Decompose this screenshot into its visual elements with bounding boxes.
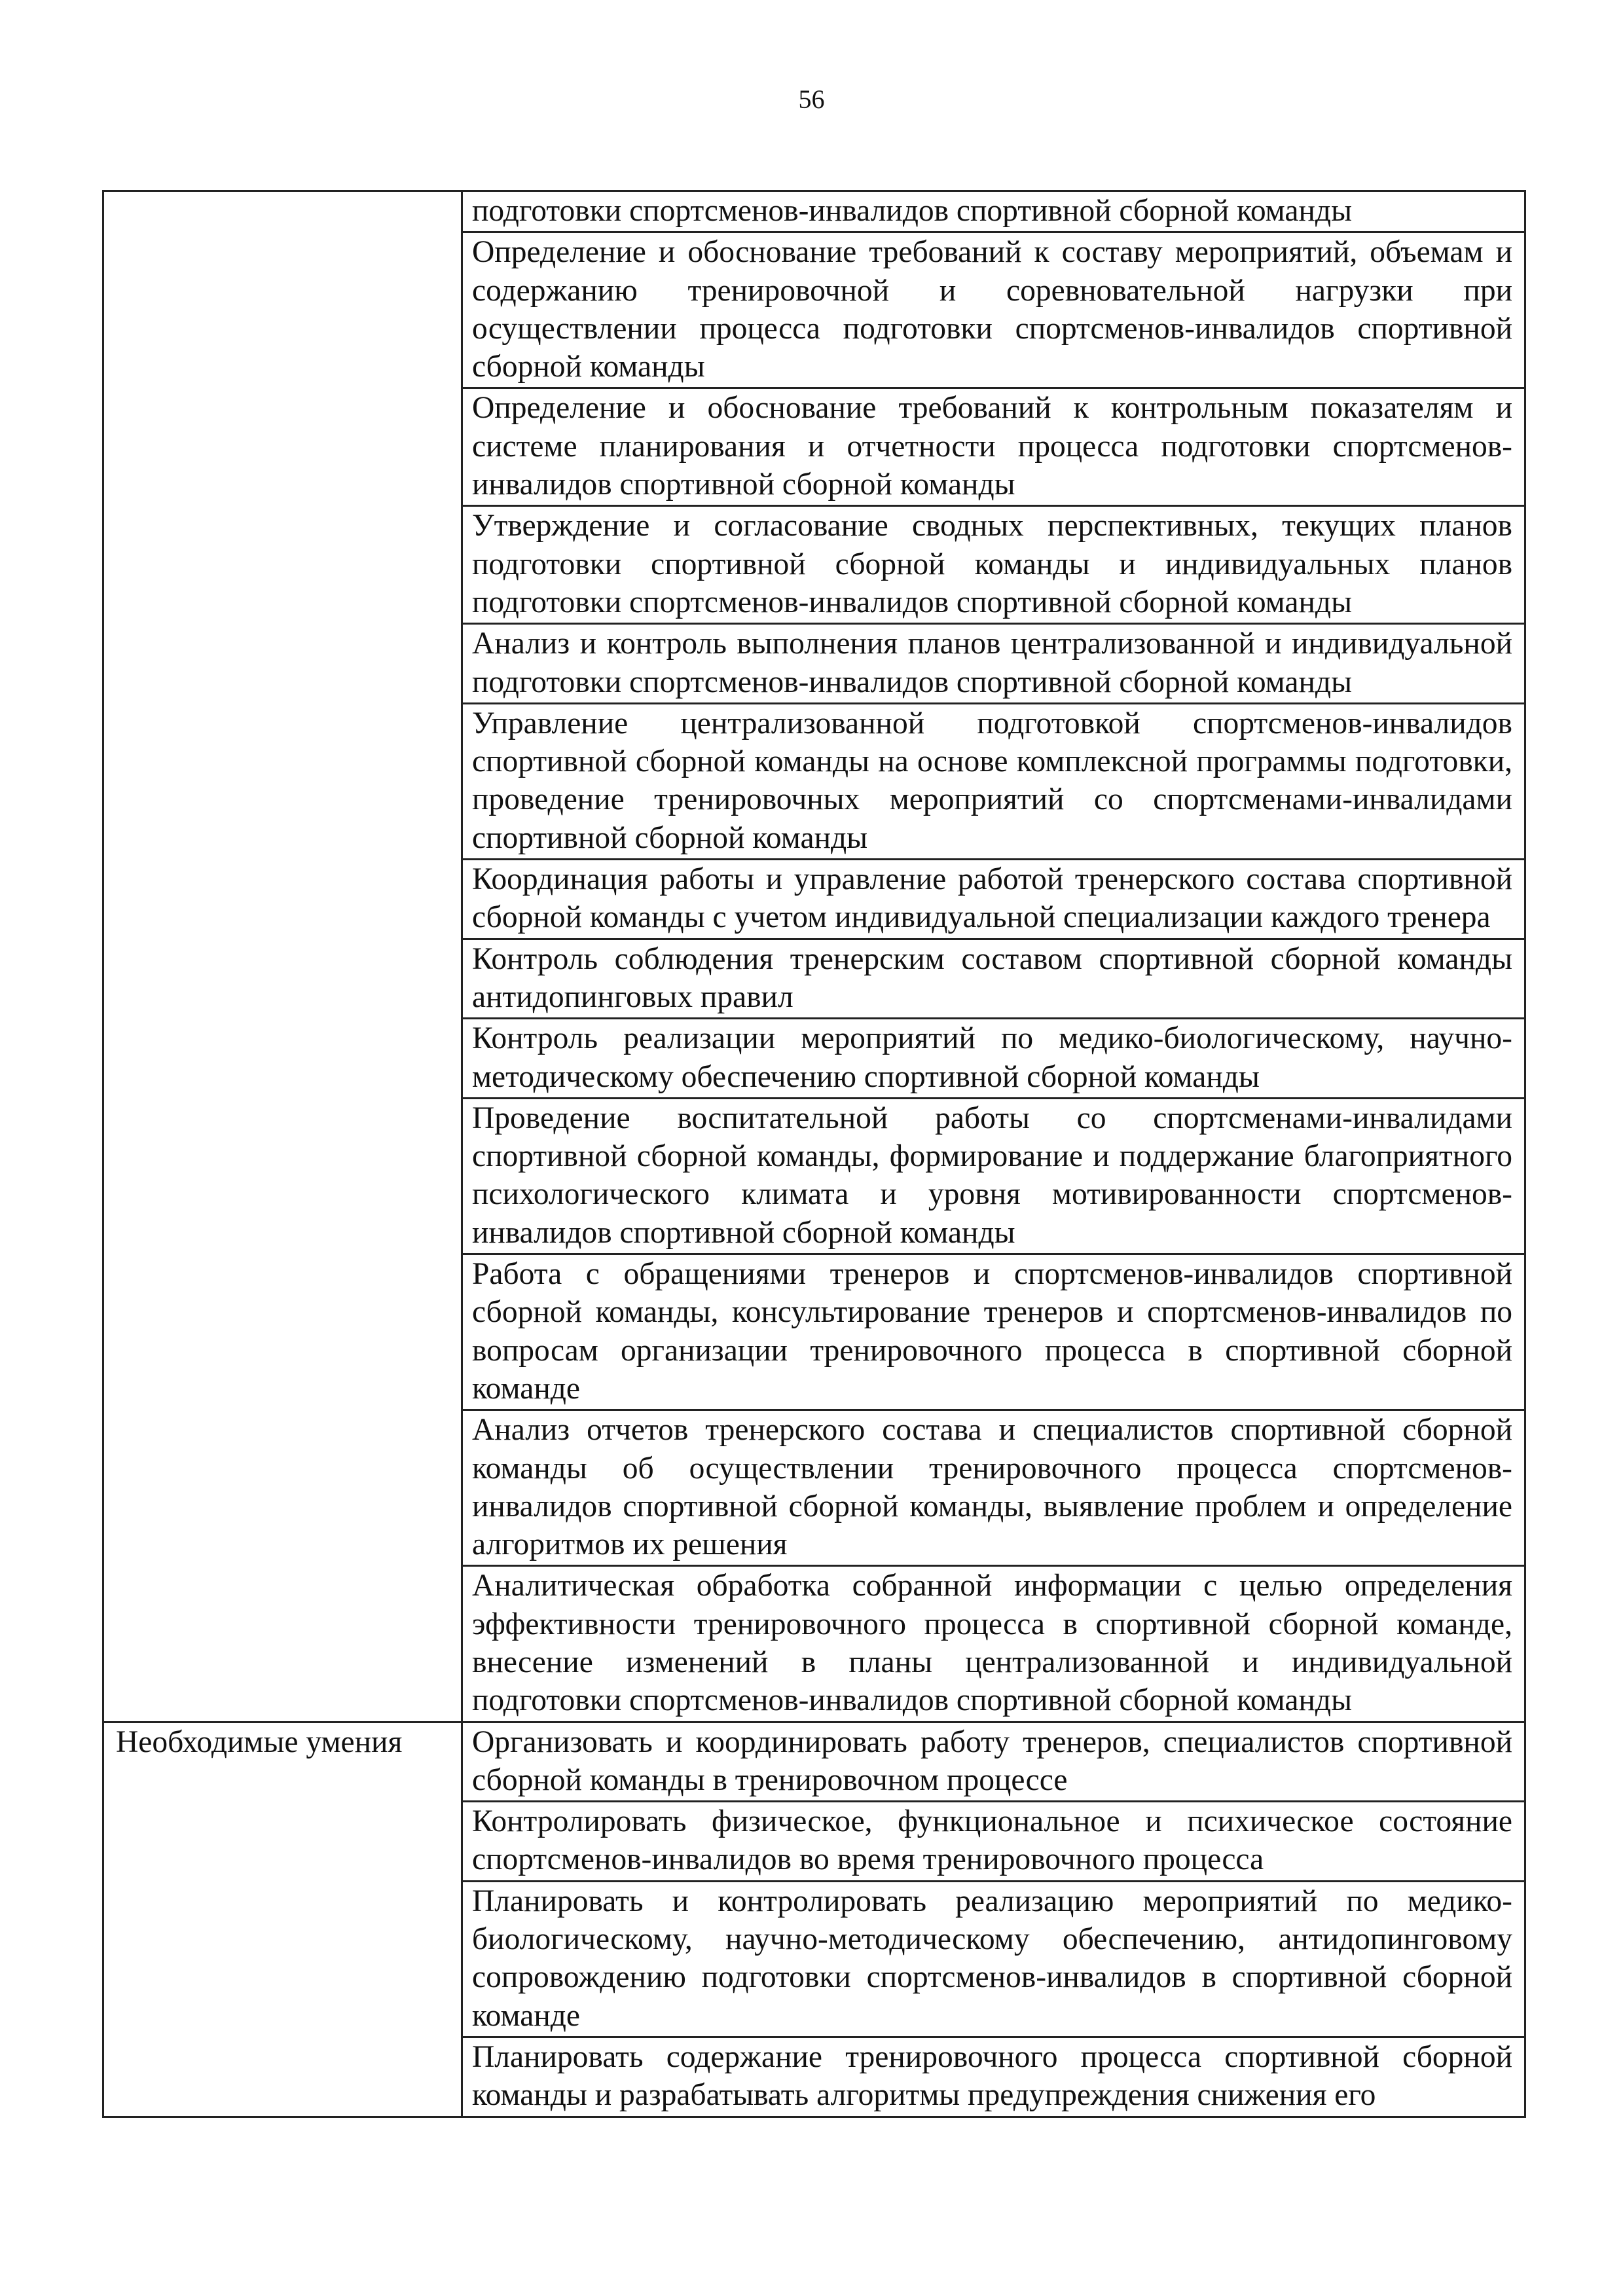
- table-cell: Контроль реализации мероприятий по медико-биологическому, научно-методическому обеспечению спортивной сборной команды: [462, 1019, 1525, 1099]
- page-number: 56: [798, 84, 825, 114]
- table-cell: Анализ и контроль выполнения планов централизованной и индивидуальной подготовки спортсменов-инвалидов спортивной сборной команды: [462, 624, 1525, 704]
- table-cell: подготовки спортсменов-инвалидов спортивной сборной команды: [462, 191, 1525, 232]
- table-cell: Определение и обоснование требований к контрольным показателям и системе планирования и отчетности процесса подготовки спортсменов-инвалидов спортивной сборной команды: [462, 388, 1525, 506]
- table-row: [103, 191, 1525, 232]
- requirements-table: [102, 190, 1526, 2118]
- table-cell: Планировать содержание тренировочного процесса спортивной сборной команды и разрабатывать алгоритмы предупреждения снижения его: [472, 2039, 1512, 2113]
- table-cell: Планировать и контролировать реализацию мероприятий по медико-биологическому, научно-методическому обеспечению, антидопинговому сопровождению подготовки спортсменов-инвалидов в спортивной сборной команде: [462, 1881, 1525, 2037]
- table-cell: Организовать и координировать работу тренеров, специалистов спортивной сборной команды в тренировочном процессе: [462, 1722, 1525, 1802]
- table-cell: Контроль соблюдения тренерским составом спортивной сборной команды антидопинговых правил: [462, 939, 1525, 1019]
- table-row: [103, 1722, 1525, 1802]
- section-label-cell: Необходимые умения: [103, 1722, 462, 2117]
- table-cell: Работа с обращениями тренеров и спортсменов-инвалидов спортивной сборной команды, консультирование тренеров и спортсменов-инвалидов по вопросам организации тренировочного процесса в спортивной сборной команде: [462, 1254, 1525, 1410]
- section-label-cell: [103, 191, 462, 1722]
- table-cell: Контролировать физическое, функциональное и психическое состояние спортсменов-инвалидов во время тренировочного процесса: [462, 1802, 1525, 1882]
- table-cell: Аналитическая обработка собранной информации с целью определения эффективности тренировочного процесса в спортивной сборной команде, внесение изменений в планы централизованной и индивидуальной подготовки спортсменов-инвалидов спортивной сборной команды: [462, 1566, 1525, 1722]
- table-cell: Анализ отчетов тренерского состава и специалистов спортивной сборной команды об осуществлении тренировочного процесса спортсменов-инвалидов спортивной сборной команды, выявление проблем и определение алгоритмов их решения: [462, 1410, 1525, 1566]
- table-cell: Управление централизованной подготовкой спортсменов-инвалидов спортивной сборной команды на основе комплексной программы подготовки, проведение тренировочных мероприятий со спортсменами-инвалидами спортивной сборной команды: [462, 703, 1525, 859]
- table-cell: Определение и обоснование требований к составу мероприятий, объемам и содержанию тренировочной и соревновательной нагрузки при осуществлении процесса подготовки спортсменов-инвалидов спортивной сборной команды: [462, 232, 1525, 388]
- table-cell: Утверждение и согласование сводных перспективных, текущих планов подготовки спортивной сборной команды и индивидуальных планов подготовки спортсменов-инвалидов спортивной сборной команды: [462, 506, 1525, 624]
- table-cell: Проведение воспитательной работы со спортсменами-инвалидами спортивной сборной команды, формирование и поддержание благоприятного психологического климата и уровня мотивированности спортсменов-инвалидов спортивной сборной команды: [462, 1098, 1525, 1254]
- table-cell: Координация работы и управление работой тренерского состава спортивной сборной команды с учетом индивидуальной специализации каждого тренера: [462, 860, 1525, 939]
